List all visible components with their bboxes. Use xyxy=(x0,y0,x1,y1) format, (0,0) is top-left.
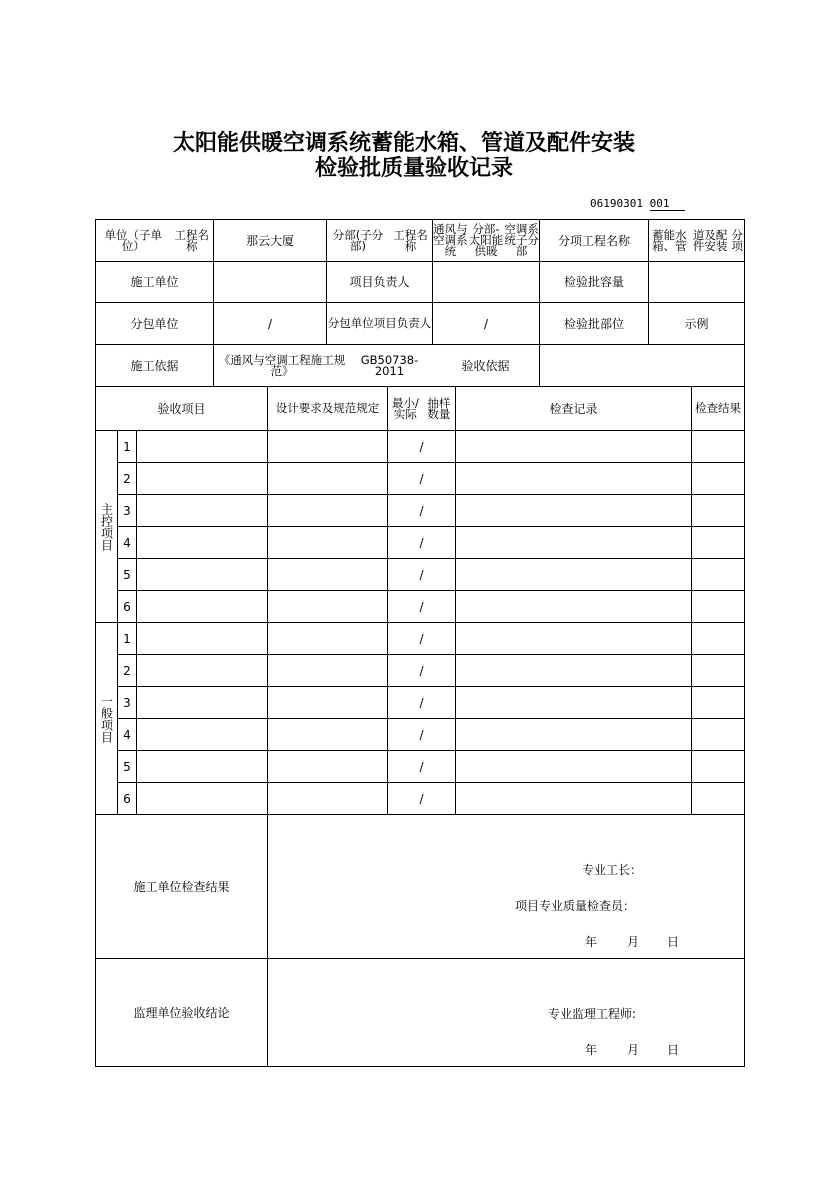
general-item-sample[interactable]: / xyxy=(419,727,424,742)
header-inspection-record: 检查记录 xyxy=(549,401,598,416)
item-name-label: 分项工程名称 xyxy=(557,233,630,248)
main-item-sample[interactable]: / xyxy=(419,599,424,614)
main-item-sample[interactable]: / xyxy=(419,471,424,486)
general-item-no: 6 xyxy=(123,791,131,806)
foreman-signature-label: 专业工长： xyxy=(582,863,643,877)
main-item-sample[interactable]: / xyxy=(419,439,424,454)
main-item-no: 5 xyxy=(123,567,131,582)
supervising-engineer-signature-label: 专业监理工程师: xyxy=(548,1007,637,1021)
general-item-no: 4 xyxy=(123,727,131,742)
general-item-no: 3 xyxy=(123,695,131,710)
general-items-group-label: 一般项目 xyxy=(99,694,114,743)
document-number-prefix: 06190301 xyxy=(590,197,643,210)
main-item-sample[interactable]: / xyxy=(419,567,424,582)
page-subtitle: 检验批质量验收记录 xyxy=(314,155,513,181)
general-item-no: 2 xyxy=(123,663,131,678)
supervisor-check-label: 监理单位 验收结论 xyxy=(133,1005,230,1020)
subdivision-value: 通风与空调系统 分部-太阳能供暖 空调系统子分部 xyxy=(433,222,539,258)
acceptance-basis-value[interactable] xyxy=(540,345,744,386)
contractor-check-label: 施工单位 检查结果 xyxy=(133,879,230,894)
main-items-group-label: 主控项目 xyxy=(99,502,114,551)
main-item-no: 3 xyxy=(123,503,131,518)
header-sample-quantity: 最小/实际 抽样数量 xyxy=(391,395,451,421)
project-manager-label: 项目负责人 xyxy=(349,275,410,289)
batch-capacity-label: 检验批容量 xyxy=(563,275,624,289)
general-item-sample[interactable]: / xyxy=(419,631,424,646)
subdivision-label: 分部(子分部) 工程名称 xyxy=(332,227,428,253)
supervisor-date-day: 日 xyxy=(667,1043,680,1057)
construction-basis-label: 施工依据 xyxy=(130,358,179,373)
general-item-sample[interactable]: / xyxy=(419,791,424,806)
item-name-value: 蓄能水箱、管 道及配件安装 分项 xyxy=(652,227,743,253)
header-acceptance-item: 验收项目 xyxy=(157,401,206,416)
main-item-sample[interactable]: / xyxy=(419,503,424,518)
main-item-no: 1 xyxy=(123,439,131,454)
project-manager-value[interactable] xyxy=(433,262,539,302)
acceptance-basis-label: 验收依据 xyxy=(461,358,510,373)
batch-part-value[interactable]: 示例 xyxy=(684,316,709,331)
unit-name-value: 那云大厦 xyxy=(245,233,294,248)
general-item-sample[interactable]: / xyxy=(419,695,424,710)
general-item-sample[interactable]: / xyxy=(419,759,424,774)
subcontractor-label: 分包单位 xyxy=(130,316,179,331)
main-item-no: 4 xyxy=(123,535,131,550)
construction-basis-value: 《通风与空调工程施工规范》 GB50738-2011 xyxy=(218,352,419,378)
header-inspection-result: 检查 结果 xyxy=(695,401,741,415)
document-number-suffix: 001 xyxy=(650,197,686,211)
contractor-date-day: 日 xyxy=(667,935,680,949)
contractor-label: 施工单位 xyxy=(130,275,179,289)
contractor-date-month: 月 xyxy=(627,935,640,949)
header-design-requirement: 设计要求及 规范规定 xyxy=(275,401,380,415)
main-item-no: 6 xyxy=(123,599,131,614)
general-item-sample[interactable]: / xyxy=(419,663,424,678)
general-item-no: 5 xyxy=(123,759,131,774)
page-title: 太阳能供暖空调系统蓄能水箱、管道及配件安装 xyxy=(172,130,635,156)
sub-manager-value[interactable]: / xyxy=(483,316,489,331)
supervisor-date-year: 年 xyxy=(585,1043,598,1057)
sub-manager-label: 分包单位 项目负责人 xyxy=(327,316,432,330)
main-item-no: 2 xyxy=(123,471,131,486)
general-item-no: 1 xyxy=(123,631,131,646)
contractor-date-year: 年 xyxy=(585,935,598,949)
batch-capacity-value[interactable] xyxy=(649,262,744,302)
quality-inspector-signature-label: 项目专业质量检查员： xyxy=(515,899,636,913)
batch-part-label: 检验批部位 xyxy=(563,316,624,331)
unit-name-label: 单位（子单位） 工程名称 xyxy=(104,227,209,253)
subcontractor-value[interactable]: / xyxy=(267,316,273,331)
contractor-value[interactable] xyxy=(214,262,326,302)
main-item-sample[interactable]: / xyxy=(419,535,424,550)
supervisor-date-month: 月 xyxy=(627,1043,640,1057)
document-number xyxy=(590,197,685,210)
